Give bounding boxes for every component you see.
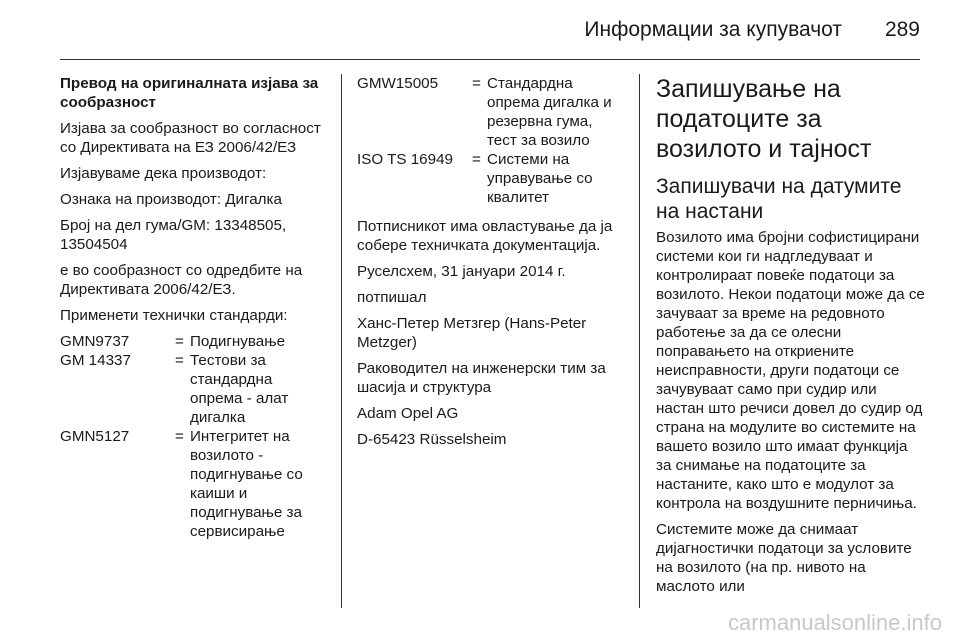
paragraph: потпишал: [357, 289, 427, 306]
standard-description: Подигнување: [190, 333, 286, 350]
subheading: Превод на оригиналната изјава за сообразност: [60, 75, 319, 111]
paragraph: Применети технички стандарди:: [60, 307, 288, 324]
paragraph: Системите може да снимаат дијагностички податоци за условите на возилото (на пр. нивото на маслото или: [656, 521, 912, 595]
standard-row: [357, 74, 625, 150]
paragraph: Потписникот има овластување да ја собере техничката документација.: [357, 218, 613, 254]
header-rule: [60, 59, 920, 60]
equals-sign: =: [175, 428, 184, 445]
equals-sign: =: [175, 352, 184, 369]
standard-code: GMN5127: [60, 428, 130, 445]
standard-row: [357, 150, 625, 207]
equals-sign: =: [472, 75, 481, 92]
standard-code: GMW15005: [357, 75, 439, 92]
standard-description: Стандардна опрема дигалка и резервна гума, тест за возило: [487, 75, 612, 149]
paragraph: Ознака на производот: Дигалка: [60, 191, 282, 208]
paragraph: Изјава за сообразност во согласност со Директивата на ЕЗ 2006/42/ЕЗ: [60, 120, 321, 156]
standard-row: [60, 332, 325, 351]
paragraph: Раководител на инженерски тим за шасија и структура: [357, 360, 606, 396]
subsection-heading: Запишувачи на датумите на настани: [656, 175, 902, 223]
standard-description: Интегритет на возилото - подигнување со каиши и подигнување за сервисирање: [190, 428, 303, 540]
standard-row: [60, 427, 325, 541]
paragraph: Број на дел гума/GM: 13348505, 13504504: [60, 217, 287, 253]
page-header: [0, 0, 960, 60]
standard-description: Тестови за стандардна опрема - алат дигалка: [190, 352, 289, 426]
column-divider: [341, 74, 342, 608]
equals-sign: =: [472, 151, 481, 168]
paragraph: е во сообразност со одредбите на Директивата 2006/42/ЕЗ.: [60, 262, 303, 298]
paragraph: Изјавуваме дека производот:: [60, 165, 267, 182]
paragraph: Ханс-Петер Метзгер (Hans-Peter Metzger): [357, 315, 587, 351]
standard-description: Системи на управување со квалитет: [487, 151, 593, 206]
standard-code: GM 14337: [60, 352, 131, 369]
column-right: [656, 74, 926, 603]
standards-list: [60, 332, 325, 541]
column-left: [60, 74, 325, 551]
standard-code: GMN9737: [60, 333, 130, 350]
page-number: 289: [884, 18, 920, 41]
column-divider: [639, 74, 640, 608]
standard-row: [60, 351, 325, 427]
standard-code: ISO TS 16949: [357, 151, 453, 168]
section-heading: Запишување на податоците за возилото и тајност: [656, 75, 872, 163]
equals-sign: =: [175, 333, 184, 350]
watermark: carmanualsonline.info: [727, 610, 942, 635]
paragraph: Руселсхем, 31 јануари 2014 г.: [357, 263, 566, 280]
column-middle: [357, 74, 625, 456]
paragraph: Adam Opel AG: [357, 405, 459, 422]
paragraph: Возилото има бројни софистицирани системи кои ги надгледуваат и контролираат повеќе податоци за возилото. Некои податоци може да се зачуваат за време на редовното работење за да се олесни поправањето на откриените неисправности, други податоци се зачувуваат само при судир или настан што речиси довел до судир од страна на модулите во системите на вашето возило што имаат функција за снимање на податоците за настаните, како што е модулот за контрола на воздушните перничиња.: [656, 229, 925, 512]
running-title: Информации за купувачот: [584, 18, 842, 41]
standards-list: [357, 74, 625, 207]
paragraph: D-65423 Rüsselsheim: [357, 431, 507, 448]
